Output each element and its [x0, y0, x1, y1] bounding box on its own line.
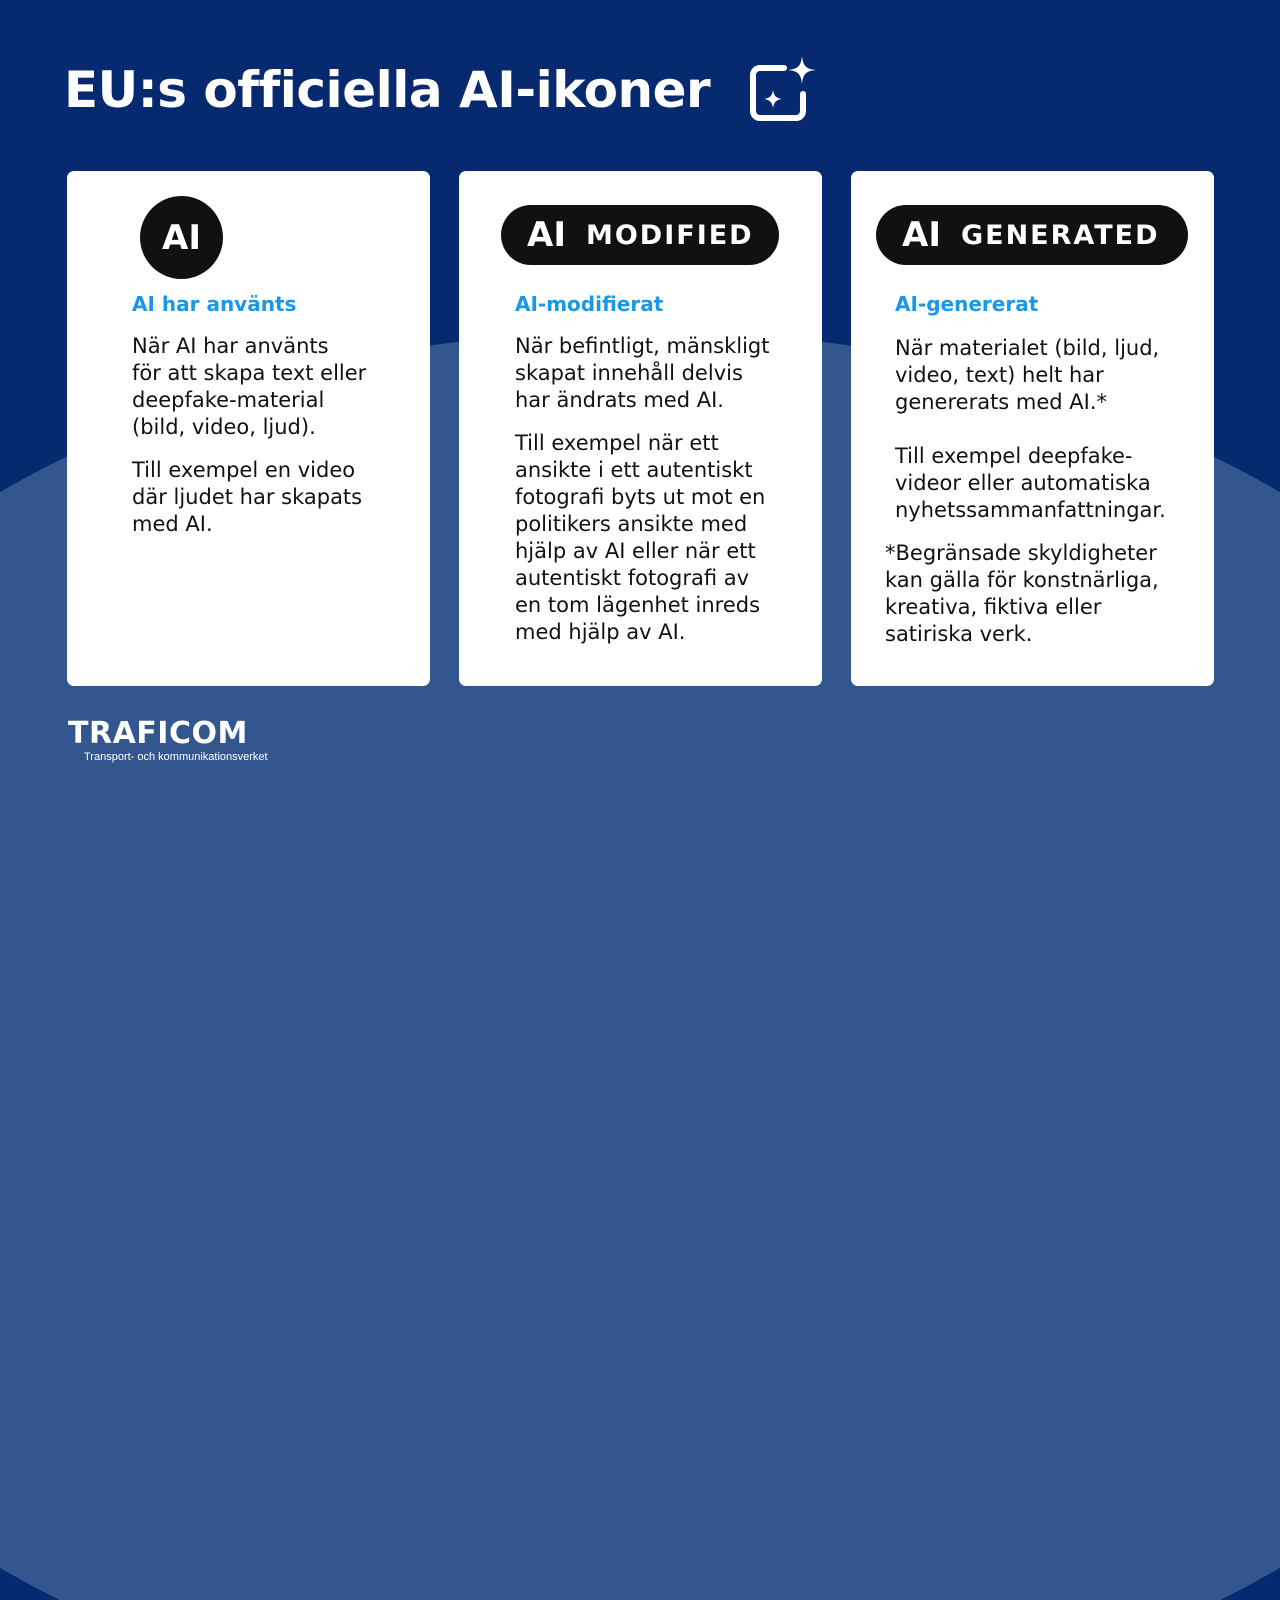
sparkle-frame-icon — [746, 54, 818, 126]
card-paragraph: Till exempel deepfake- videor eller automatiska nyhetssammanfattningar. — [895, 444, 1166, 522]
logo-tagline: Transport- och kommunikationsverket — [84, 751, 268, 763]
card-footnote: *Begränsade skyldigheter kan gälla för konstnärliga, kreativa, fiktiva eller satiriska verk. — [885, 541, 1159, 646]
card-heading: AI har använts — [132, 292, 297, 316]
card-paragraph: Till exempel en video där ljudet har skapats med AI. — [132, 458, 363, 536]
card-paragraph: Till exempel när ett ansikte i ett autentiskt fotografi byts ut mot en politikers ansikte med hjälp av AI eller när ett autentiskt fotografi av en tom lägenhet inreds med hjälp av AI. — [515, 431, 766, 644]
ai-modified-badge-icon — [501, 205, 779, 265]
badge-ai-label: AI — [902, 215, 941, 255]
badge-word-label: GENERATED — [960, 219, 1160, 251]
badge-ai-label: AI — [527, 215, 566, 255]
card-heading: AI-genererat — [895, 292, 1039, 316]
card-paragraph: När befintligt, mänskligt skapat innehåll delvis har ändrats med AI. — [515, 334, 770, 412]
card-paragraph: När AI har använts för att skapa text eller deepfake-material (bild, video, ljud). — [132, 334, 367, 439]
header — [64, 54, 818, 126]
logo-wordmark: TRAFICOM — [68, 716, 248, 751]
card-paragraph: När materialet (bild, ljud, video, text) helt har genererats med AI.* — [895, 336, 1160, 414]
traficom-logo — [68, 718, 268, 763]
ai-badge-icon: AI — [140, 196, 223, 279]
ai-generated-badge-icon — [876, 205, 1188, 265]
badge-word-label: MODIFIED — [585, 219, 754, 251]
card-heading: AI-modifierat — [515, 292, 664, 316]
page-title: EU:s officiella AI-ikoner — [64, 61, 711, 119]
